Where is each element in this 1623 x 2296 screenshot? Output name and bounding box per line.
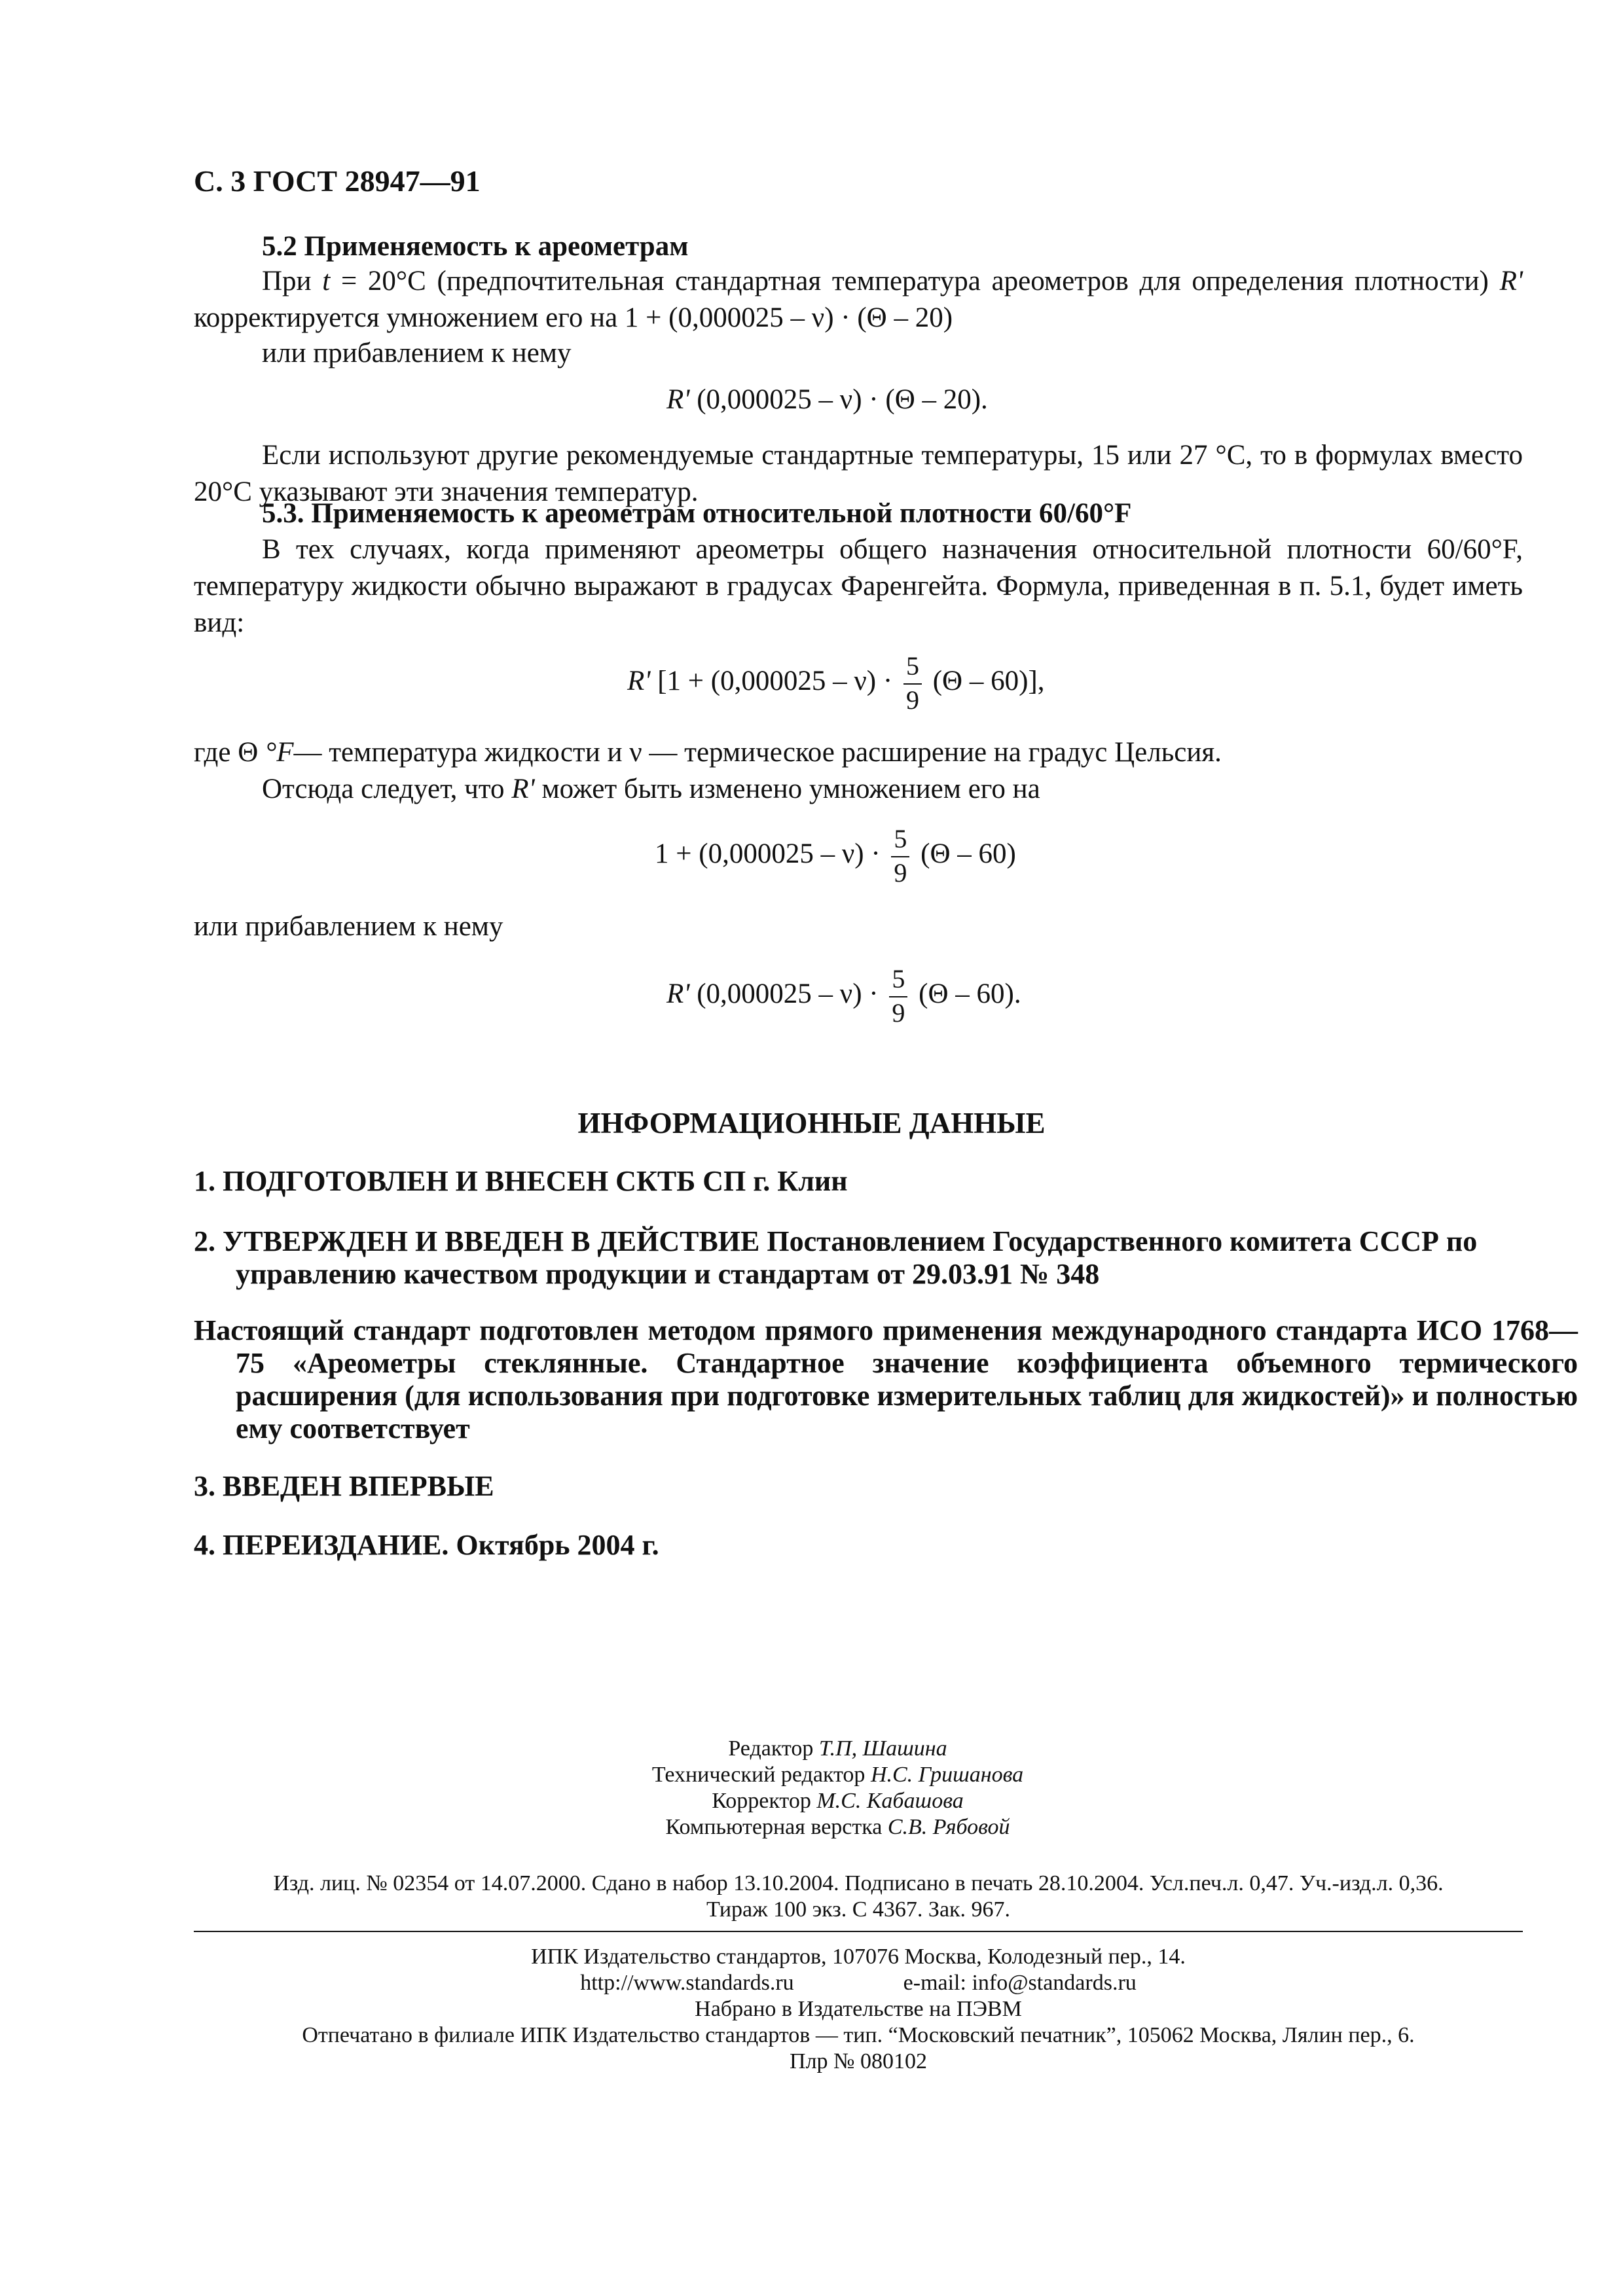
formula-4 — [666, 966, 1021, 1026]
text-part: где Θ — [194, 737, 259, 768]
credits — [0, 1736, 1623, 1840]
fraction — [889, 966, 907, 1026]
publisher-contacts — [194, 1970, 1523, 1996]
section-5-2-paragraph — [194, 263, 1523, 336]
variable-t: t — [322, 266, 331, 296]
variable-r: R' — [627, 665, 651, 696]
publisher-line: Отпечатано в филиале ИПК Издательство стандартов — тип. “Московский печатник”, 105062 Москва, Лялин пер., 6. — [302, 2023, 1415, 2047]
imprint-line: Тираж 100 экз. С 4367. Зак. 967. — [706, 1897, 1011, 1922]
formula-text: (0,000025 – ν) · (Θ – 20). — [697, 384, 988, 415]
text-part: может быть изменено умножением его на — [541, 774, 1040, 804]
email-link[interactable]: e-mail: info@standards.ru — [903, 1971, 1137, 1995]
publisher-info — [194, 1944, 1523, 2075]
publisher-line: ИПК Издательство стандартов, 107076 Москва, Колодезный пер., 14. — [531, 1945, 1186, 1969]
variable-r: R' — [666, 384, 690, 415]
formula-text: (0,000025 – ν) · — [697, 978, 879, 1009]
or-adding-text-2: или прибавлением к нему — [194, 911, 503, 942]
fraction-numerator: 5 — [891, 826, 909, 857]
text-part: Отсюда следует, что — [262, 774, 505, 804]
divider-rule — [194, 1931, 1523, 1932]
or-adding-text: или прибавлением к нему — [262, 338, 572, 368]
where-line — [194, 734, 1222, 771]
info-item-3: 3. ВВЕДЕН ВПЕРВЫЕ — [194, 1470, 494, 1502]
fraction — [903, 653, 922, 713]
fraction-denominator: 9 — [892, 998, 905, 1028]
credit-name: Н.С. Гришанова — [870, 1763, 1024, 1787]
formula-text: (Θ – 60) — [921, 838, 1016, 869]
fraction — [891, 826, 909, 886]
formula-text: (Θ – 60)], — [932, 665, 1045, 696]
variable-r: R' — [511, 774, 535, 804]
formula-2 — [627, 653, 1044, 713]
temperatures-paragraph: Если используют другие рекомендуемые стандартные температуры, 15 или 27 °С, то в формулах вместо 20°С указывают эти значения температур. — [194, 440, 1523, 507]
fraction-denominator: 9 — [894, 858, 907, 888]
section-5-3-title: 5.3. Применяемость к ареометрам относительной плотности 60/60°F — [262, 498, 1132, 529]
hence-line — [262, 771, 1040, 808]
formula-3 — [655, 826, 1016, 886]
info-item-2: 2. УТВЕРЖДЕН И ВВЕДЕН В ДЕЙСТВИЕ Постановлением Государственного комитета СССР по управлению качеством продукции и стандартам от 29.03.91 № 348 — [194, 1225, 1478, 1290]
formula-1 — [666, 384, 988, 416]
credit-corrector — [26, 1788, 1623, 1814]
credit-layout — [26, 1814, 1623, 1840]
text-part: — температура жидкости и ν — термическое расширение на градус Цельсия. — [293, 737, 1222, 768]
credit-name: Т.П, Шашина — [818, 1736, 947, 1761]
fraction-denominator: 9 — [905, 685, 919, 715]
section-5-2-title: 5.2 Применяемость к ареометрам — [262, 231, 689, 262]
imprint-line: Изд. лиц. № 02354 от 14.07.2000. Сдано в набор 13.10.2004. Подписано в печать 28.10.2004. Усл.печ.л. 0,47. Уч.-изд.л. 0,36. — [273, 1871, 1444, 1895]
credit-label: Технический редактор — [651, 1763, 866, 1787]
formula-text: 1 + (0,000025 – ν) · — [655, 838, 881, 869]
info-section-title: ИНФОРМАЦИОННЫЕ ДАННЫЕ — [577, 1107, 1046, 1139]
section-5-3-paragraph: В тех случаях, когда применяют ареометры общего назначения относительной плотности 60/60°F, температуру жидкости обычно выражают в градусах Фаренгейта. Формула, приведенная в п. 5.1, будет иметь вид: — [194, 534, 1523, 638]
variable-r: R' — [666, 978, 690, 1009]
fraction-numerator: 5 — [903, 653, 922, 685]
website-link[interactable]: http://www.standards.ru — [580, 1971, 794, 1995]
text-part: = 20°С (предпочтительная стандартная температура ареометров для определения плотности) — [340, 266, 1489, 296]
credit-name: М.С. Кабашова — [816, 1789, 964, 1813]
variable-r: R' — [1499, 266, 1523, 296]
credit-label: Компьютерная верстка — [665, 1815, 883, 1839]
info-item-1: 1. ПОДГОТОВЛЕН И ВНЕСЕН СКТБ СП г. Клин — [194, 1165, 848, 1197]
fraction-numerator: 5 — [889, 966, 907, 997]
unit-f: °F — [265, 737, 294, 768]
info-note: Настоящий стандарт подготовлен методом прямого применения международного стандарта ИСО 1768—75 «Ареометры стеклянные. Стандартное значение коэффициента объемного термического расширения (для использования при подготовке измерительных таблиц для жидкостей)» и полностью ему соответствует — [194, 1314, 1578, 1444]
publisher-line: Плр № 080102 — [790, 2049, 927, 2073]
credit-label: Редактор — [728, 1736, 814, 1761]
page-header: С. 3 ГОСТ 28947—91 — [194, 164, 481, 198]
info-item-4: 4. ПЕРЕИЗДАНИЕ. Октябрь 2004 г. — [194, 1529, 659, 1561]
credit-label: Корректор — [712, 1789, 811, 1813]
imprint-details — [194, 1871, 1523, 1923]
credit-tech-editor — [26, 1762, 1623, 1788]
publisher-line: Набрано в Издательстве на ПЭВМ — [695, 1997, 1022, 2021]
credit-name: С.В. Рябовой — [887, 1815, 1010, 1839]
formula-text: [1 + (0,000025 – ν) · — [657, 665, 893, 696]
text-part: При — [262, 266, 312, 296]
formula-text: (Θ – 60). — [919, 978, 1021, 1009]
credit-editor — [26, 1736, 1623, 1762]
text-part: корректируется умножением его на 1 + (0,000025 – ν) · (Θ – 20) — [194, 302, 953, 333]
